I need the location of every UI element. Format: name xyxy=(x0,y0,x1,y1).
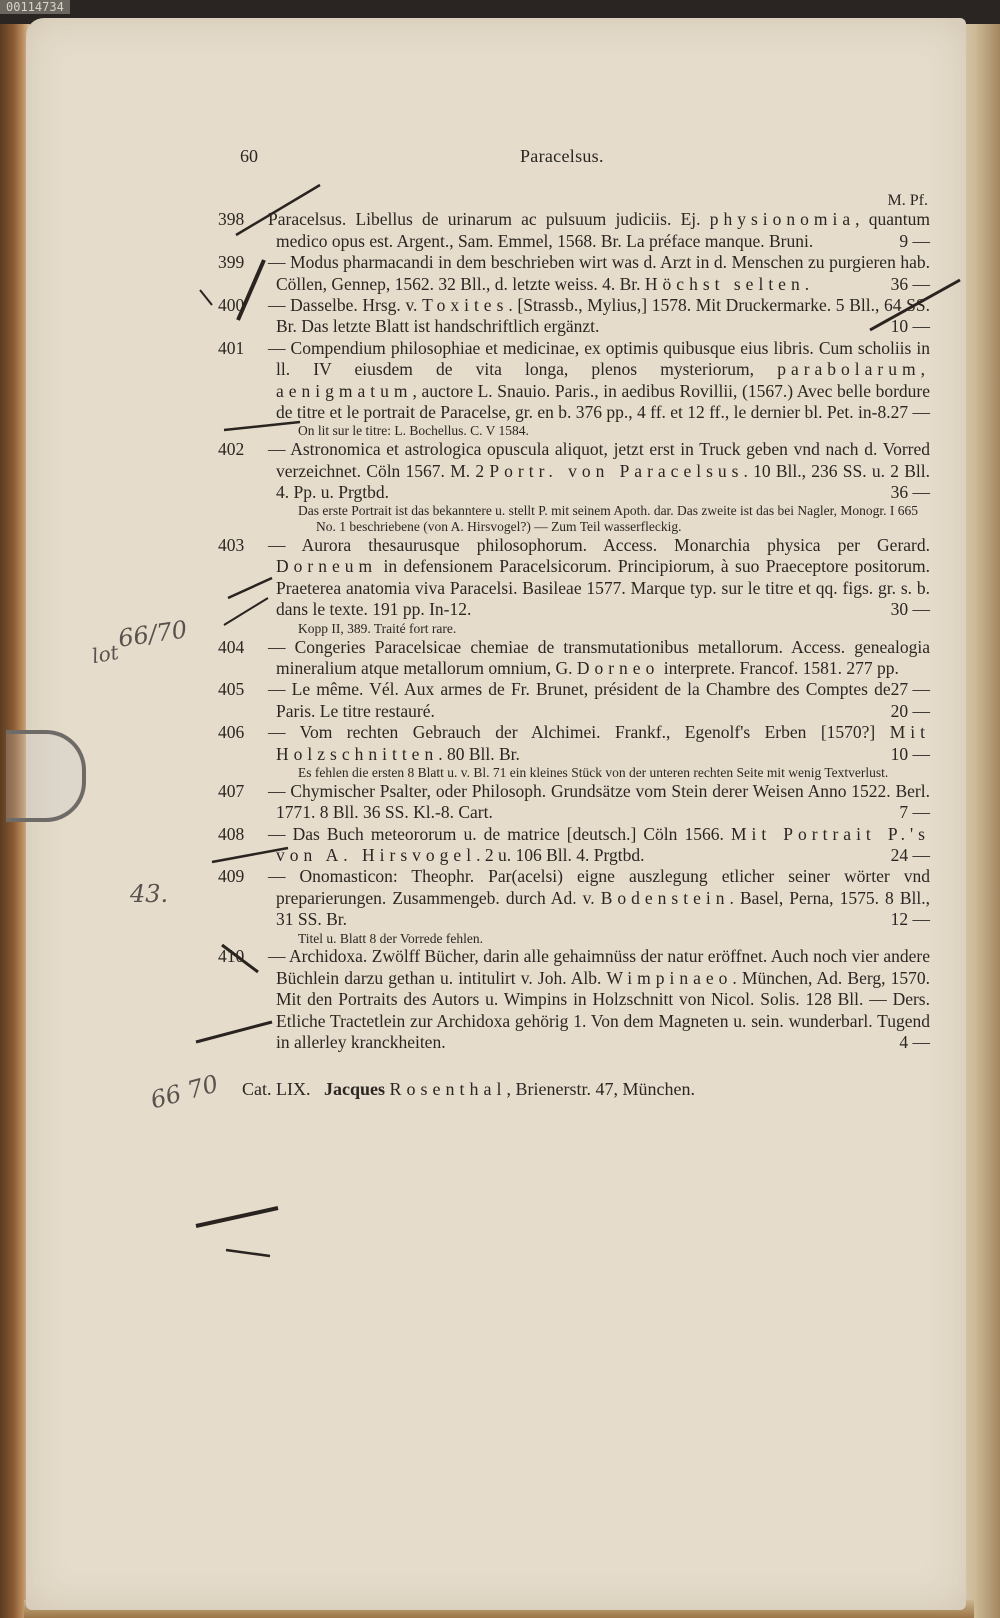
entry-text-rest: interprete. Francof. 1581. 277 pp. xyxy=(659,657,899,678)
entry-text-rest: . [Strassb., Mylius,] 1578. Mit Druckermarke. 5 Bll., 64 SS. Br. Das letzte Blatt ist handschriftlich ergänzt. xyxy=(276,295,931,337)
entry-price: 27 — xyxy=(890,679,930,700)
footer-firm-first: Jacques xyxy=(323,1079,385,1100)
catalog-entry xyxy=(218,679,938,722)
catalog-entry xyxy=(218,252,938,295)
entry-price: 9 — xyxy=(899,230,930,251)
entry-note: On lit sur le titre: L. Bochellus. C. V 1584. xyxy=(298,423,529,439)
footer-firm-last: Rosenthal xyxy=(389,1079,507,1100)
entry-text: — Compendium philosophiae et medicinae, ex optimis quibusque eius libris. Cum scholiis in ll. IV eiusdem de vita longa, plenos mysteriorum, xyxy=(268,337,930,380)
entry-text: — Astronomica et astrologica opuscula aliquot, jetzt erst in Truck geben vnd nach d. Vorred verzeichnet. Cöln 1567. M. 2 xyxy=(268,439,930,481)
pencil-annotation-1b: lot xyxy=(90,639,121,669)
entry-price: 36 — xyxy=(890,273,930,294)
entry-number: 406 xyxy=(218,722,245,743)
entry-price: 10 — xyxy=(890,316,930,337)
footer-catalog: Cat. LIX. xyxy=(242,1079,311,1100)
entry-text-spaced: parabolarum, aenigmatum xyxy=(276,359,930,401)
entry-price: 20 — xyxy=(890,700,930,721)
entry-text: — Archidoxa. Zwölff Bücher, darin alle gehaimnüss der natur eröffnet. Auch noch vier andere Büchlein darzu gethan u. intitulirt v. Joh. Alb. xyxy=(268,946,930,988)
catalog-entry xyxy=(218,535,938,621)
running-head: Paracelsus. xyxy=(520,146,604,166)
entry-note: Das erste Portrait ist das bekanntere u. stellt P. mit seinem Apoth. dar. Das zweite ist das bei Nagler, Monogr. I 665 No. 1 beschriebene (von A. Hirsvogel?) — Zum Teil wasserfleckig. xyxy=(298,503,918,535)
page-footer xyxy=(218,1079,938,1100)
entry-price: 30 — xyxy=(890,599,930,620)
entry-number: 402 xyxy=(218,439,245,460)
entry-price: 27 — xyxy=(890,402,930,423)
entry-text: — Onomasticon: Theophr. Par(acelsi) eigne auszlegung etlicher seiner wörter vnd preparierungen. Zusammengeb. durch Ad. v. xyxy=(268,866,930,908)
catalog-entry xyxy=(218,824,938,867)
entry-text: — Chymischer Psalter, oder Philosoph. Grundsätze vom Stein derer Weisen Anno 1522. Berl. 1771. 8 Bll. 36 SS. Kl.-8. Cart. xyxy=(268,780,930,823)
entry-note: Titel u. Blatt 8 der Vorrede fehlen. xyxy=(298,930,483,946)
entry-number: 407 xyxy=(218,780,245,801)
entry-number: 398 xyxy=(218,209,245,230)
entry-text-rest: in defensionem Paracelsicorum. Principiorum, à suo Praeceptore positorum. Praeterea anatomia viva Paracelsi. Basileae 1577. Marque typ. sur le titre et qq. figs. gr. s. b. dans le texte. 191 pp. In-12. xyxy=(276,556,930,620)
catalog-entry xyxy=(218,295,938,338)
entry-text-spaced: Mit Holzschnitten xyxy=(276,722,930,764)
entry-text-spaced: physionomia xyxy=(709,209,856,230)
pencil-annotation-1: 66/70 xyxy=(116,615,189,653)
entry-number: 401 xyxy=(218,337,245,358)
entry-price: 4 — xyxy=(899,1032,930,1052)
entry-text: — Das Buch meteororum u. de matrice [deutsch.] Cöln 1566. xyxy=(268,823,731,844)
entry-text-rest: . 80 Bll. Br. xyxy=(438,743,520,764)
entry-text: — Dasselbe. Hrsg. v. xyxy=(268,295,423,316)
pencil-annotation-2: 43. xyxy=(130,880,169,908)
entry-text-rest: , quantum medico opus est. Argent., Sam. Emmel, 1568. Br. La préface manque. Bruni. xyxy=(276,209,931,251)
entry-number: 404 xyxy=(218,636,245,657)
catalog-entry xyxy=(218,439,938,503)
entry-note: Kopp II, 389. Traité fort rare. xyxy=(298,620,457,636)
entry-number: 403 xyxy=(218,535,245,556)
entry-text-spaced: Dorneum xyxy=(276,556,378,577)
catalog-entry xyxy=(218,781,938,824)
entry-number: 399 xyxy=(218,252,245,273)
entry-text-rest: . München, Ad. Berg, 1570. Mit den Portraits des Autors u. Wimpins in Holzschnitt von Nicol. Solis. 128 Bll. — Ders. Etliche Tractetlein zur Archidoxa gehörig 1. Von dem Magneten u. sein. wunderbarl. Tugend in allerley kranckheiten. xyxy=(276,967,930,1052)
page-content xyxy=(218,138,938,1101)
entry-text-rest: . 2 u. 106 Bll. 4. Prgtbd. xyxy=(476,844,645,865)
entry-text-rest: , auctore L. Snauio. Paris., in aedibus Rovillii, (1567.) Avec belle bordure de titre et le portrait de Paracelse, gr. en b. 376 pp., 4 ff. et 12 ff., le dernier bl. Pet. in-8. xyxy=(276,380,930,423)
catalog-entry xyxy=(218,946,938,1053)
catalog-entry xyxy=(218,722,938,765)
entry-number: 410 xyxy=(218,946,245,967)
entry-text-spaced: Wimpinaeo xyxy=(606,967,733,988)
entry-text-spaced: Höchst selten. xyxy=(644,273,815,294)
page-edge-right xyxy=(960,24,1000,1618)
entry-price: 36 — xyxy=(890,482,930,503)
entry-text: Paracelsus. Libellus de urinarum ac pulsuum judiciis. Ej. xyxy=(268,209,710,230)
entry-text-rest: . 10 Bll., 236 SS. u. 2 Bll. 4. Pp. u. Prgtbd. xyxy=(276,460,931,503)
entry-text-spaced: Mit Portrait P.'s von A. Hirsvogel xyxy=(276,823,930,865)
entry-number: 408 xyxy=(218,823,245,844)
entry-note: Es fehlen die ersten 8 Blatt u. v. Bl. 71 ein kleines Stück von der unteren rechten Seite mit wenig Textverlust. xyxy=(298,764,889,780)
entry-price: 10 — xyxy=(890,743,930,764)
entry-text: — Modus pharmacandi in dem beschrieben wirt was d. Arzt in d. Menschen zu purgieren hab. Cöllen, Gennep, 1562. 32 Bll., d. letzte weiss. 4. Br. xyxy=(268,252,930,294)
catalog-entry xyxy=(218,209,938,252)
catalog-entry xyxy=(218,866,938,930)
page-number: 60 xyxy=(240,146,258,166)
entry-number: 405 xyxy=(218,679,245,700)
entry-number: 409 xyxy=(218,866,245,887)
entry-text: — Le même. Vél. Aux armes de Fr. Brunet, président de la Chambre des Comptes de Paris. Le titre restauré. xyxy=(268,679,891,721)
catalog-entry xyxy=(218,338,938,424)
entry-text-rest: . Basel, Perna, 1575. 8 Bll., 31 SS. Br. xyxy=(276,887,931,930)
column-header-price: M. Pf. xyxy=(887,192,928,209)
archive-stamp: 00114734 xyxy=(0,0,70,14)
page-header xyxy=(218,138,938,176)
entry-price: 12 — xyxy=(890,909,930,930)
entry-text-spaced: Dorneo xyxy=(576,657,660,678)
entry-price: 7 — xyxy=(899,802,930,823)
paper-clip xyxy=(6,730,86,822)
entry-price: 24 — xyxy=(890,844,930,865)
pencil-annotation-3: 66 70 xyxy=(147,1069,222,1115)
entry-text-spaced: Portr. von Paracelsus xyxy=(489,460,744,481)
entry-text-spaced: Bodenstein xyxy=(600,887,730,908)
entry-text: — Aurora thesaurusque philosophorum. Access. Monarchia physica per Gerard. xyxy=(268,535,930,556)
entry-text: — Congeries Paracelsicae chemiae de transmutationibus metallorum. Access. genealogia mineralium atque metallorum omnium, G. xyxy=(268,636,930,678)
entry-number: 400 xyxy=(218,295,245,316)
entry-text-spaced: Toxites xyxy=(422,295,509,316)
entry-text: — Vom rechten Gebrauch der Alchimei. Frankf., Egenolf's Erben [1570?] xyxy=(268,722,890,743)
catalog-entries xyxy=(218,209,938,1053)
footer-address: , Brienerstr. 47, München. xyxy=(506,1079,695,1100)
